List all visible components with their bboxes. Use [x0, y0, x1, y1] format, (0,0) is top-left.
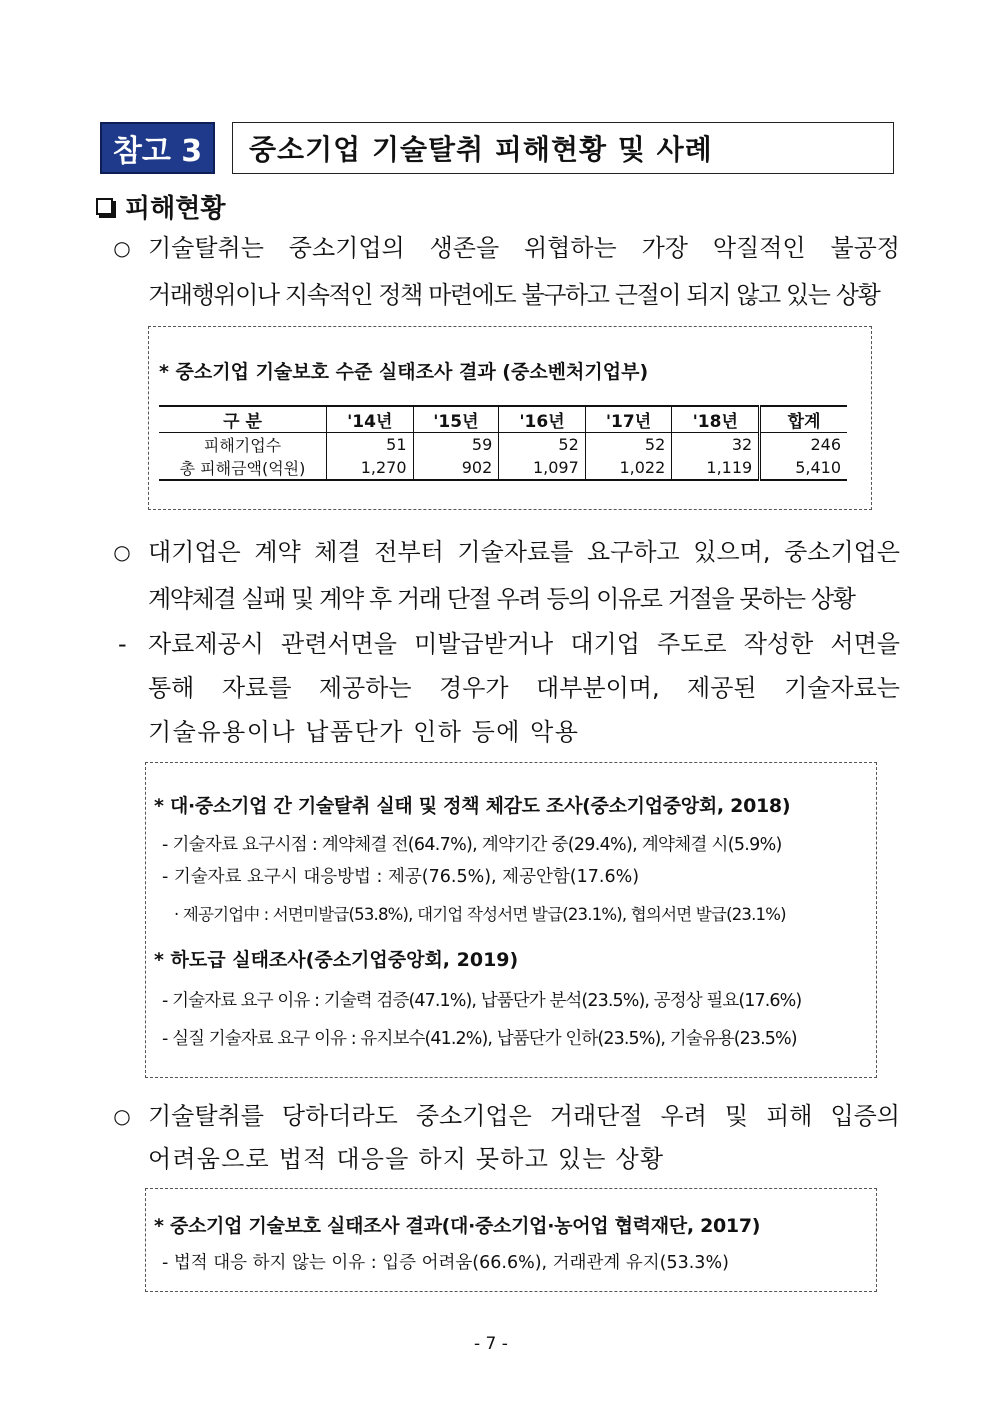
table-cell: 1,097 — [499, 456, 586, 480]
table-header-cell: '17년 — [585, 406, 672, 433]
table-header-cell: 구 분 — [159, 406, 327, 433]
table-cell: 1,022 — [585, 456, 672, 480]
table-row — [159, 433, 847, 457]
table-header-cell: '18년 — [672, 406, 760, 433]
checkbox-icon — [96, 198, 113, 215]
table-header-cell: '14년 — [327, 406, 414, 433]
table-cell: 902 — [413, 456, 499, 480]
survey-box-3-item-1: - 법적 대응 하지 않는 이유 : 입증 어려움(66.6%), 거래관계 유지(53.3%) — [162, 1253, 729, 1273]
table-cell: 5,410 — [760, 456, 847, 480]
paragraph-1-line-2: 거래행위이나 지속적인 정책 마련에도 불구하고 근절이 되지 않고 있는 상황 — [148, 281, 880, 309]
survey-box-2-subitem-1: · 제공기업中 : 서면미발급(53.8%), 대기업 작성서면 발급(23.1%), 협의서면 발급(23.1%) — [174, 905, 786, 924]
table-cell: 59 — [413, 433, 499, 457]
survey-box-2-title-2: * 하도급 실태조사(중소기업중앙회, 2019) — [154, 949, 519, 971]
reference-badge — [100, 122, 215, 174]
paragraph-3-line-2: 통해 자료를 제공하는 경우가 대부분이며, 제공된 기술자료는 — [148, 674, 900, 702]
survey-box-3 — [145, 1188, 877, 1292]
page-title — [232, 122, 894, 174]
survey-box-3-title: * 중소기업 기술보호 실태조사 결과(대·중소기업·농어업 협력재단, 2017) — [154, 1215, 761, 1237]
survey-box-2-item-2: - 기술자료 요구시 대응방법 : 제공(76.5%), 제공안함(17.6%) — [162, 867, 640, 887]
survey-box-2-item-1: - 기술자료 요구시점 : 계약체결 전(64.7%), 계약기간 중(29.4%), 계약체결 시(5.9%) — [162, 835, 782, 855]
paragraph-2-line-1: 대기업은 계약 체결 전부터 기술자료를 요구하고 있으며, 중소기업은 — [148, 538, 900, 566]
survey-box-2-title-1: * 대·중소기업 간 기술탈취 실태 및 정책 체감도 조사(중소기업중앙회, 2018) — [154, 795, 791, 817]
table-header-cell: '16년 — [499, 406, 586, 433]
table-cell: 1,270 — [327, 456, 414, 480]
table-header-row — [159, 406, 847, 433]
survey-box-2 — [145, 762, 877, 1078]
circle-bullet-icon: ○ — [113, 236, 131, 260]
table-cell: 52 — [499, 433, 586, 457]
table-cell: 32 — [672, 433, 760, 457]
table-row — [159, 456, 847, 480]
survey-box-2-item-4: - 실질 기술자료 요구 이유 : 유지보수(41.2%), 납품단가 인하(23.5%), 기술유용(23.5%) — [162, 1029, 797, 1049]
damage-table — [159, 405, 847, 481]
circle-bullet-icon: ○ — [113, 540, 131, 564]
table-cell: 52 — [585, 433, 672, 457]
section-heading — [96, 186, 225, 226]
circle-bullet-icon: ○ — [113, 1104, 131, 1128]
survey-box-1 — [148, 326, 872, 510]
page-number: - 7 - — [474, 1334, 508, 1354]
survey-box-1-title: * 중소기업 기술보호 수준 실태조사 결과 (중소벤처기업부) — [159, 361, 649, 383]
table-cell: 피해기업수 — [203, 436, 282, 455]
dash-bullet: - — [118, 630, 127, 658]
page-title-text: 중소기업 기술탈취 피해현황 및 사례 — [249, 133, 713, 166]
paragraph-4 — [110, 1094, 900, 1184]
paragraph-2 — [110, 530, 900, 620]
paragraph-4-line-1: 기술탈취를 당하더라도 중소기업은 거래단절 우려 및 피해 입증의 — [148, 1102, 900, 1130]
section-heading-text: 피해현황 — [125, 193, 226, 224]
paragraph-1-line-1: 기술탈취는 중소기업의 생존을 위협하는 가장 악질적인 불공정 — [148, 234, 900, 262]
paragraph-3-line-3: 기술유용이나 납품단가 인하 등에 악용 — [148, 718, 580, 746]
table-cell: 총 피해금액(억원) — [159, 456, 327, 480]
reference-badge-label: 참고 3 — [112, 134, 203, 169]
table-cell: 246 — [760, 433, 847, 457]
paragraph-3 — [110, 622, 900, 752]
table-header-cell: '15년 — [413, 406, 499, 433]
paragraph-3-line-1: 자료제공시 관련서면을 미발급받거나 대기업 주도로 작성한 서면을 — [148, 630, 900, 658]
paragraph-2-line-2: 계약체결 실패 및 계약 후 거래 단절 우려 등의 이유로 거절을 못하는 상황 — [148, 585, 855, 613]
table-cell: 51 — [327, 433, 414, 457]
paragraph-1 — [110, 226, 900, 316]
table-header-cell: 합계 — [760, 406, 847, 433]
table-cell: 1,119 — [672, 456, 760, 480]
paragraph-4-line-2: 어려움으로 법적 대응을 하지 못하고 있는 상황 — [148, 1145, 665, 1173]
survey-box-2-item-3: - 기술자료 요구 이유 : 기술력 검증(47.1%), 납품단가 분석(23.5%), 공정상 필요(17.6%) — [162, 991, 802, 1011]
